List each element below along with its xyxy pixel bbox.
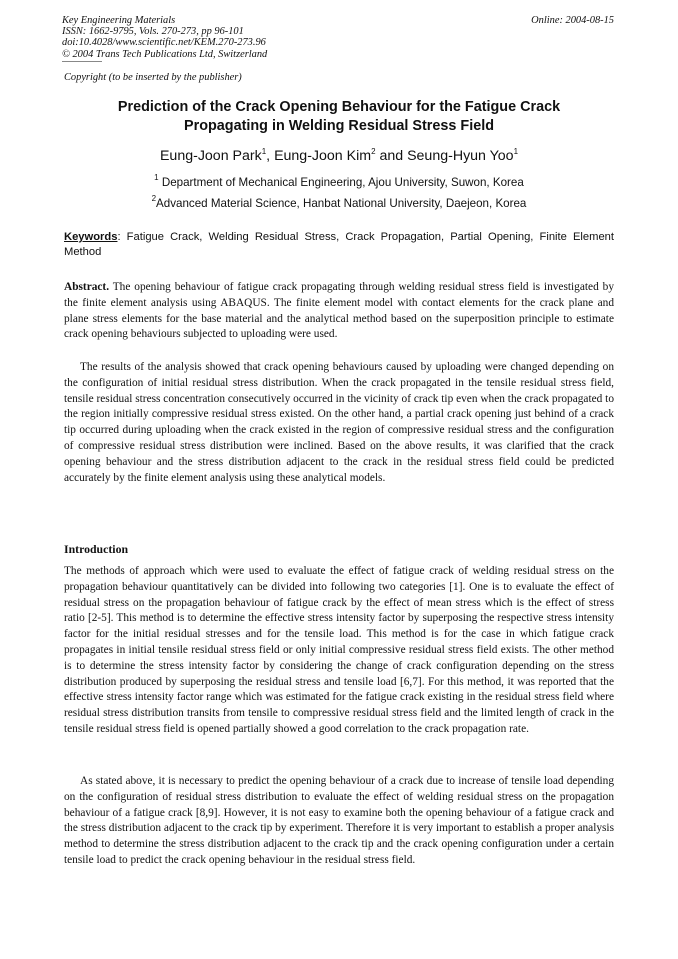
affiliation-2: [62, 194, 616, 210]
author-list: [62, 147, 616, 164]
paper-title: [62, 98, 616, 136]
keywords-text: Fatigue Crack, Welding Residual Stress, Crack Propagation, Partial Opening, Finite Element Method: [64, 231, 614, 258]
copyright-note: Copyright (to be inserted by the publisher): [64, 72, 242, 83]
author-separator: ,: [266, 148, 275, 164]
abstract-paragraph-1: [64, 280, 614, 343]
affiliation-1-mark: 1: [154, 173, 159, 182]
section-heading-introduction: Introduction: [64, 542, 129, 556]
doi-line[interactable]: doi:10.4028/www.scientific.net/KEM.270-273.96: [62, 37, 266, 49]
abstract-text-1: The opening behaviour of fatigue crack propagating through welding residual stress field is investigated by the finite element analysis using ABAQUS. The finite element model with contact elements for the crack plane and plane stress elements for the base material and the analytical method based on the superposition principle to estimate crack opening behaviours subjected to uploading were used.: [64, 281, 614, 341]
journal-name: Key Engineering Materials: [62, 15, 176, 26]
author-3: Seung-Hyun Yoo: [407, 148, 514, 164]
author-2-affil-mark: 2: [371, 147, 376, 156]
title-line-2: Propagating in Welding Residual Stress Field: [184, 118, 494, 134]
abstract-label: Abstract.: [64, 281, 110, 293]
author-separator: and: [375, 148, 408, 164]
affiliation-2-text: Advanced Material Science, Hanbat National University, Daejeon, Korea: [156, 197, 527, 210]
introduction-paragraph-1: The methods of approach which were used to evaluate the effect of fatigue crack of welding residual stress on the propagation behaviour quantitatively can be divided into following two categories [1]. One is to evaluate the effect of residual stress on the propagation behaviour of fatigue crack by the effect of mean stress which is the effect of stress ratio [2-5]. This method is to determine the effective stress intensity factor by superposing the respective stress intensity factor for the initial residual stresses and for the tensile load. This method is for the case in which fatigue crack propagates in initial tensile residual stress field or only initial compressive residual stress field exists. The other method is to determine the stress intensity factor by considering the change of crack configuration depending on the stress distribution produced by superposing the residual stress and tensile load [6,7]. For this method, it was reported that the effective stress intensity factor range which was estimated for the fatigue crack existing in the residual stress field where residual stress distribution transits from tensile to compressive residual stress field and the limited length of crack in the tensile residual stress field is opened partially showed a good correlation to the crack propagation rate.: [64, 565, 614, 735]
title-line-1: Prediction of the Crack Opening Behaviour for the Fatigue Crack: [117, 99, 561, 115]
journal-header: [62, 15, 614, 62]
header-rule: [62, 61, 102, 62]
author-2: Eung-Joon Kim: [274, 148, 372, 164]
keywords-colon: :: [117, 231, 121, 243]
issn-line: ISSN: 1662-9795, Vols. 270-273, pp 96-101: [62, 26, 244, 38]
online-date: Online: 2004-08-15: [531, 15, 614, 26]
affiliation-1: [62, 173, 616, 189]
affiliation-1-text: Department of Mechanical Engineering, Ajou University, Suwon, Korea: [158, 176, 524, 189]
keywords: [64, 230, 614, 260]
introduction-paragraph-2: As stated above, it is necessary to predict the opening behaviour of a crack due to increase of tensile load depending on the configuration of residual stress distribution to evaluate the effect of welding residual stress on the propagation behaviour of a fatigue crack [8,9]. However, it is not easy to examine both the opening behaviour of a fatigue crack and the stress distribution adjacent to the crack tip by experiment. Therefore it is very important to establish a proper analysis method to determine the stress distribution adjacent to the crack tip and the crack opening configuration under a certain tensile load to predict the crack opening behaviour in the residual stress field.: [64, 775, 614, 866]
publisher-copyright-line: © 2004 Trans Tech Publications Ltd, Switzerland: [62, 48, 268, 60]
abstract-paragraph-2: The results of the analysis showed that crack opening behaviours caused by uploading were changed depending on the configuration of initial residual stress distribution. When the crack propagated in the tensile residual stress field, tensile residual stress concentration consecutively occurred in the vicinity of crack tip even when the crack propagated to the region initially compressive residual stress existed. On the other hand, a partial crack opening just behind of a crack tip occurred during uploading when the crack existed in the region of compressive residual stress and the configuration of compressive residual stress distribution were inclined. Based on the above results, it was clarified that the crack opening behaviour and the stress distribution adjacent to the crack in the residual stress field could be predicted accurately by the finite element analysis using these analytical models.: [64, 361, 614, 484]
keywords-label: Keywords: [64, 231, 118, 243]
author-1-affil-mark: 1: [261, 147, 267, 156]
author-3-affil-mark: 1: [513, 147, 519, 156]
author-1: Eung-Joon Park: [159, 148, 262, 164]
affiliation-2-mark: 2: [151, 194, 157, 203]
